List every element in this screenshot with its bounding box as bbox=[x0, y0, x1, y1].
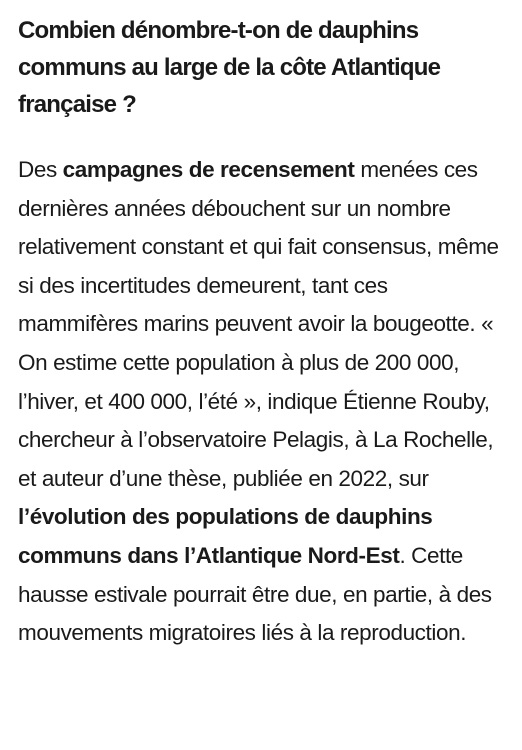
paragraph-text-1: Des bbox=[18, 157, 63, 182]
link-evolution-des-populations[interactable]: l’évolution des populations de dauphins communs dans l’Atlantique Nord-Est bbox=[18, 504, 433, 568]
paragraph-text-3: . Cette hausse estivale pourrait être due, en partie, à des mouvements migratoires liés à la reproduction. bbox=[18, 542, 492, 646]
question-heading: Combien dénombre-t-on de dauphins communs au large de la côte Atlantique française ? bbox=[18, 17, 441, 118]
paragraph-text-2: menées ces dernières années débouchent sur un nombre relativement constant et qui fait consensus, même si des incertitudes demeurent, tant ces mammifères marins peuvent avoir la bougeotte. « On estime cette population à plus de 200 000, l’hiver, et 400 000, l’été », indique Étienne Rouby, chercheur à l’observatoire Pelagis, à La Rochelle, et auteur d’une thèse, publiée en 2022, sur bbox=[18, 157, 499, 491]
article-paragraph bbox=[18, 151, 502, 653]
link-campagnes-de-recensement[interactable]: campagnes de recensement bbox=[62, 157, 355, 182]
